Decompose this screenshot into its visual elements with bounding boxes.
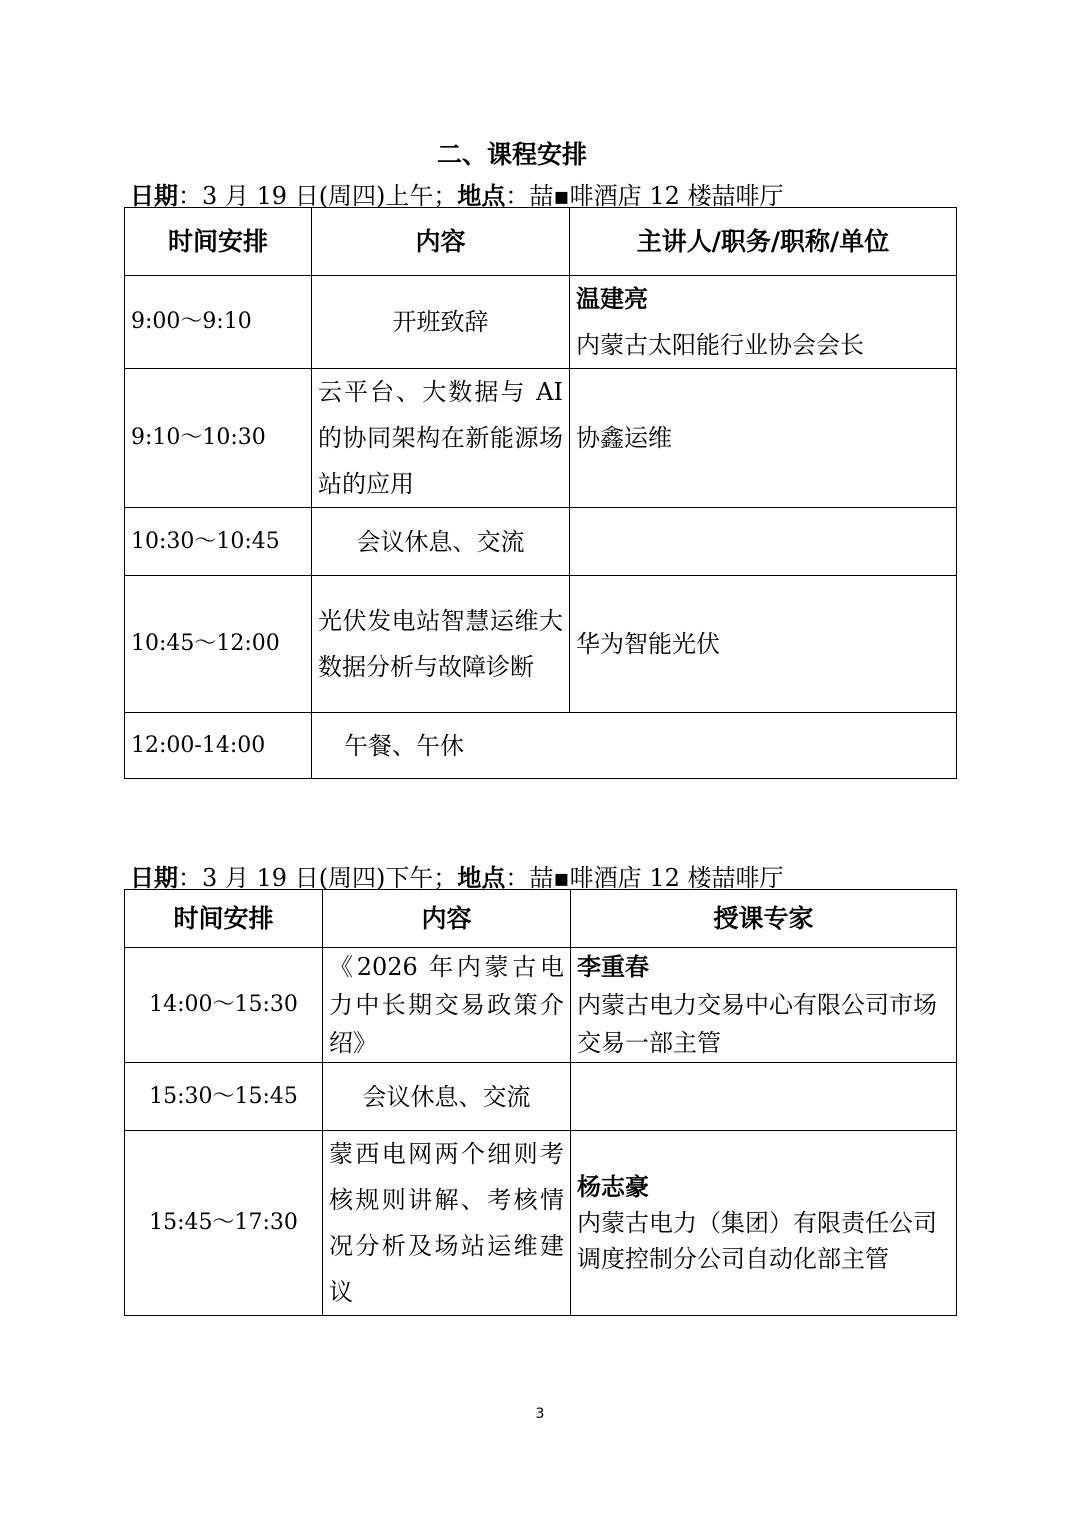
content-cell: 云平台、大数据与 AI 的协同架构在新能源场站的应用 bbox=[312, 369, 570, 508]
speaker-title: 华为智能光伏 bbox=[576, 630, 720, 658]
time-cell: 10:45～12:00 bbox=[125, 576, 312, 713]
speaker-name: 杨志豪 bbox=[577, 1172, 649, 1201]
speaker-cell bbox=[571, 948, 957, 1063]
content-cell: 《2026 年内蒙古电力中长期交易政策介绍》 bbox=[323, 948, 571, 1063]
speaker-cell bbox=[571, 1063, 957, 1131]
content-cell: 开班致辞 bbox=[312, 276, 570, 369]
table-row bbox=[125, 508, 957, 576]
header-expert: 授课专家 bbox=[571, 890, 957, 948]
speaker-title: 内蒙古电力交易中心有限公司市场交易一部主管 bbox=[577, 991, 937, 1057]
time-cell: 10:30～10:45 bbox=[125, 508, 312, 576]
page-number: 3 bbox=[535, 1406, 545, 1422]
speaker-cell bbox=[570, 276, 957, 369]
speaker-title: 内蒙古太阳能行业协会会长 bbox=[576, 331, 864, 359]
content-cell: 午餐、午休 bbox=[312, 713, 957, 779]
time-cell: 12:00-14:00 bbox=[125, 713, 312, 779]
table-header-row bbox=[125, 890, 957, 948]
table-row bbox=[125, 1131, 957, 1316]
content-cell: 会议休息、交流 bbox=[323, 1063, 571, 1131]
content-cell: 光伏发电站智慧运维大数据分析与故障诊断 bbox=[312, 576, 570, 713]
table-row bbox=[125, 276, 957, 369]
speaker-name: 李重春 bbox=[577, 952, 649, 981]
table-row bbox=[125, 713, 957, 779]
table-header-row bbox=[125, 208, 957, 276]
time-cell: 9:10～10:30 bbox=[125, 369, 312, 508]
speaker-name: 温建亮 bbox=[576, 284, 648, 313]
section-title: 二、课程安排 bbox=[436, 140, 587, 169]
time-cell: 9:00～9:10 bbox=[125, 276, 312, 369]
table-row bbox=[125, 1063, 957, 1131]
speaker-title: 内蒙古电力（集团）有限责任公司调度控制分公司自动化部主管 bbox=[577, 1209, 937, 1273]
header-content: 内容 bbox=[323, 890, 571, 948]
table-row bbox=[125, 369, 957, 508]
content-cell: 蒙西电网两个细则考核规则讲解、考核情况分析及场站运维建议 bbox=[323, 1131, 571, 1316]
header-time: 时间安排 bbox=[125, 890, 323, 948]
time-cell: 15:30～15:45 bbox=[125, 1063, 323, 1131]
afternoon-schedule-table bbox=[124, 889, 957, 1316]
morning-schedule-table bbox=[124, 207, 957, 779]
table-row bbox=[125, 948, 957, 1063]
time-cell: 15:45～17:30 bbox=[125, 1131, 323, 1316]
speaker-cell bbox=[570, 576, 957, 713]
header-time: 时间安排 bbox=[125, 208, 312, 276]
speaker-cell bbox=[571, 1131, 957, 1316]
afternoon-date-line: 日期：3 月 19 日(周四)下午；地点：喆▪啡酒店 12 楼喆啡厅 bbox=[130, 863, 784, 892]
morning-date-line: 日期：3 月 19 日(周四)上午；地点：喆▪啡酒店 12 楼喆啡厅 bbox=[130, 181, 784, 210]
time-cell: 14:00～15:30 bbox=[125, 948, 323, 1063]
header-content: 内容 bbox=[312, 208, 570, 276]
speaker-title: 协鑫运维 bbox=[576, 424, 672, 452]
header-speaker: 主讲人/职务/职称/单位 bbox=[570, 208, 957, 276]
table-row bbox=[125, 576, 957, 713]
speaker-cell bbox=[570, 508, 957, 576]
speaker-cell bbox=[570, 369, 957, 508]
content-cell: 会议休息、交流 bbox=[312, 508, 570, 576]
